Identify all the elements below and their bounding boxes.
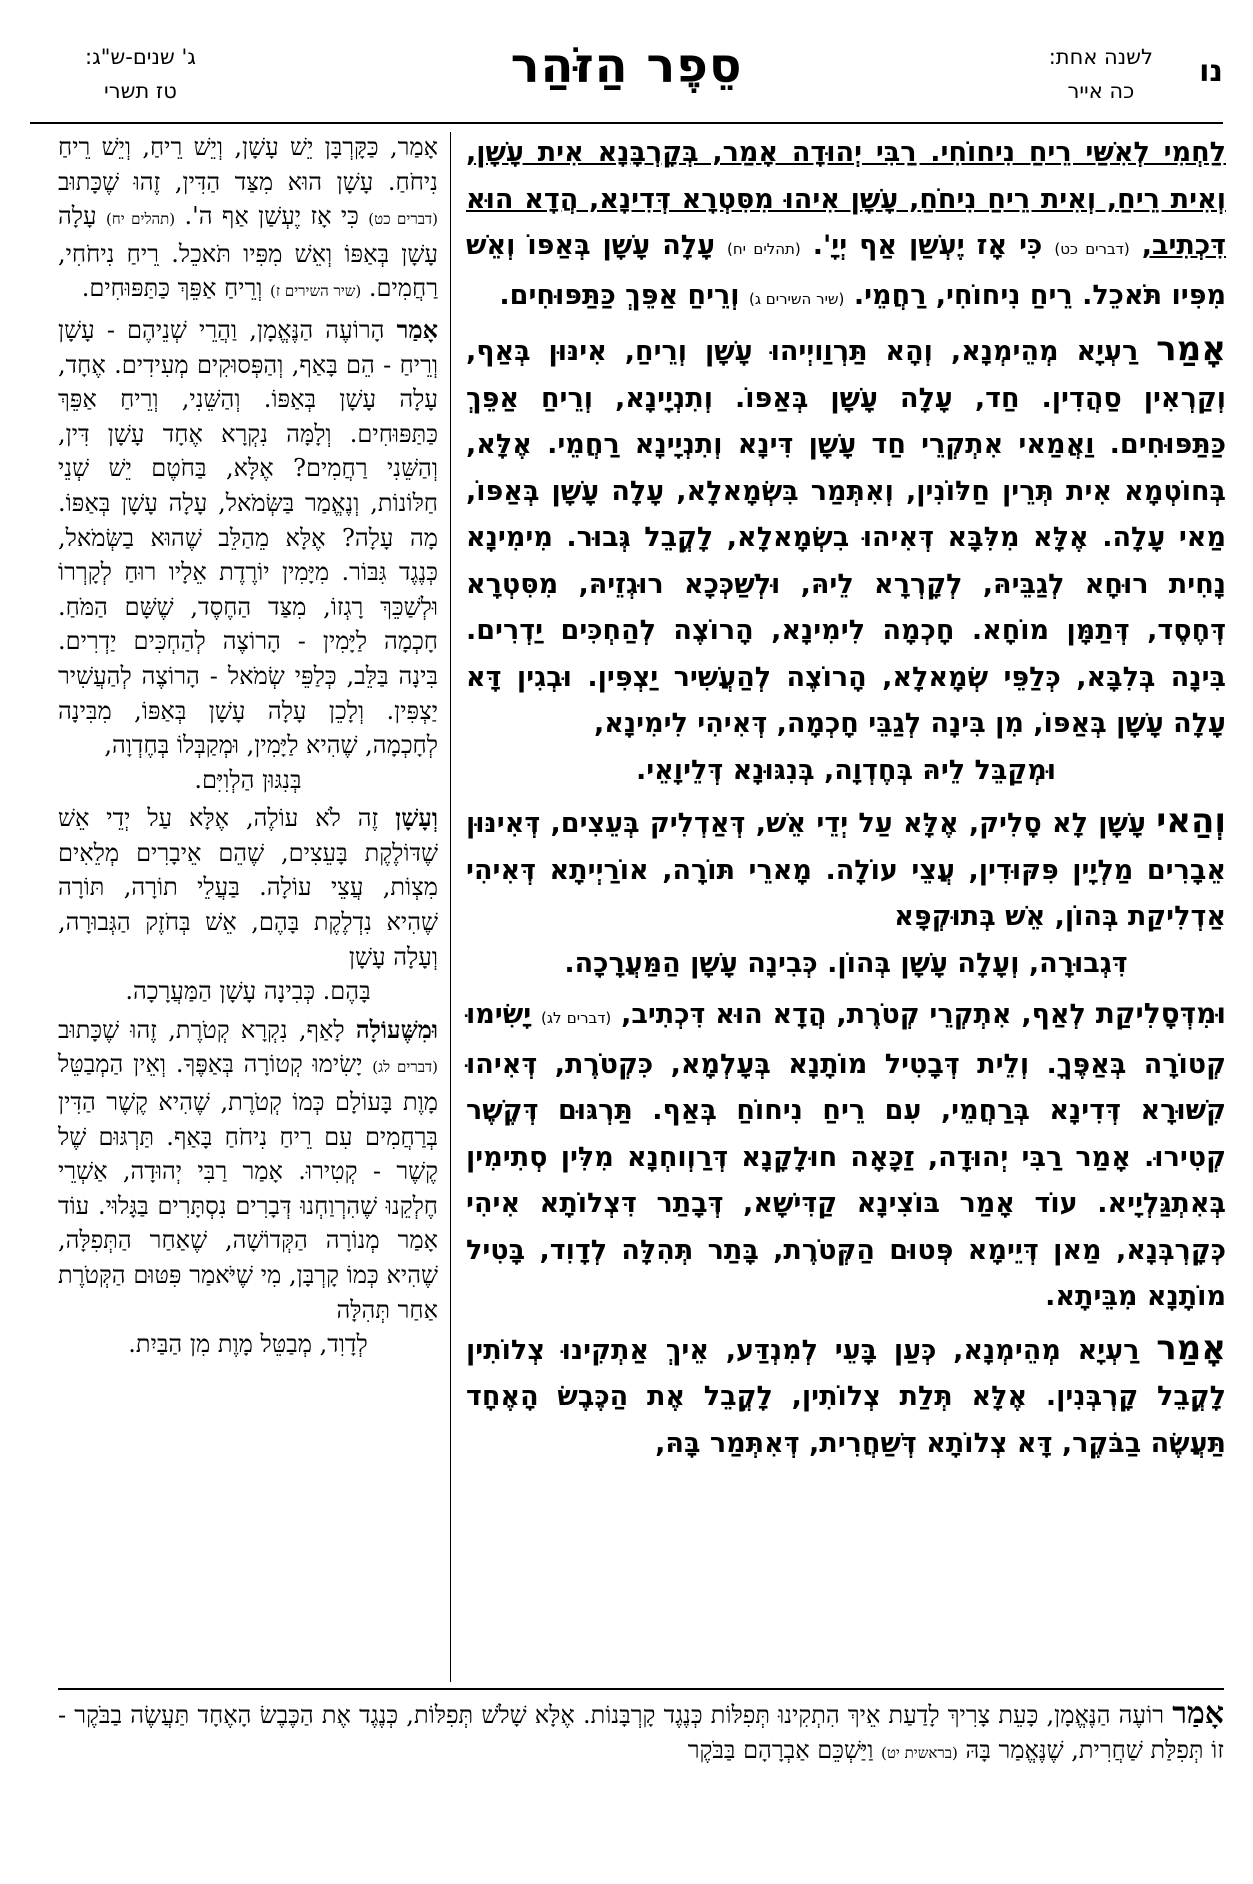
header-left-line2: טז תשרי <box>104 79 177 103</box>
verse-reference: (דברים לג) <box>372 1058 438 1077</box>
main-p1-text: לַחְמִי לְאִשַּׁי רֵיחַ נִיחוֹחִי. רַבִּי יְהוּדָה אָמַר, בְּקָרְבָּנָא אִית עָשָׁן, וְאִית רֵיחַ, וְאִית רֵיחַ נִיחֹחַ, עָשָׁן אִיהוּ מִסִּטְרָא דְּדִינָא, הֲדָא הוּא דִּכְתִיב, <box>466 137 1227 261</box>
bottom-lead-word: אָמַר <box>1172 1696 1225 1731</box>
main-p3-end: דִּגְבוּרָה, וְעָלָה עָשָׁן בְּהוֹן. כְּבִינָה עָשָׁן הַמַּעֲרָכָה. <box>564 947 1128 979</box>
side-s4-text2: יָשִׂימוּ קְטוֹרָה בְּאַפֶּךָ. וְאֵין הַמְבַטֵּל מָוֶת בָּעוֹלָם כְּמוֹ קְטֹרֶת, שֶׁהִיא קֶשֶׁר הַדִּין בְּרַחֲמִים עִם רֵיחַ נִיחֹחַ בָּאַף. תַּרְגּוּם שֶׁל קֶשֶׁר - קְטִירוּ. אָמַר רַבִּי יְהוּדָה, אַשְׁרֵי חֶלְקֵנוּ שֶׁהִרְוַחְנוּ דְּבָרִים נִסְתָּרִים בַּגָּלוּי. עוֹד אָמַר מְנוֹרָה הַקְּדוֹשָׁה, שֶׁאַחַר הַתְּפִלָּה, שֶׁהִיא כְּמוֹ קָרְבָּן, מִי שֶׁיֹּאמַר פִּטּוּם הַקְּטֹרֶת אַחַר תְּהִלָּה <box>58 1050 438 1324</box>
side-s2-end: בְּנִגּוּן הַלְוִיִּם. <box>194 765 302 794</box>
main-p4-lead-word: וּמִדְּסָלִיקַת <box>1095 997 1226 1030</box>
main-p4-text: לְאַף, אִתְקְרֵי קְטֹרֶת, הֲדָא הוּא דִּכְתִיב, <box>621 999 1086 1030</box>
main-p2-text: רַעְיָא מְהֵימְנָא, וְהָא תַּרְוַויְיהוּ עָשָׁן וְרֵיחַ, אִינּוּן בְּאַף, וְקַרְאִין סַהֲדִין. חַד, עָלָה עָשָׁן בְּאַפּוֹ. וְתִנְיָינָא, וְרֵיחַ אַפֵּךְ כַּתַּפּוּחִים. וַאֲמַאי אִתְקְרֵי חַד עָשָׁן דִּינָא וְתִנְיָינָא רַחֲמֵי. אֶלָּא, בְּחוֹטְמָא אִית תְּרֵין חַלּוֹנִין, וְאִתְּמַר בִּשְׂמָאלָא, עָלָה עָשָׁן בְּאַפּוֹ, מַאי עָלָה. אֶלָּא מִלִּבָּא דְּאִיהוּ בִשְׂמָאלָא, לָקֳבֵל גְּבוּר. מִימִינָא נָחִית רוּחָא לְגַבֵּיהּ, לְקָרְרָא לֵיהּ, וּלְשַׁכְּכָא רוּגְזֵיהּ, מִסִּטְרָא דְּחֶסֶד, דְּתַמָּן מוֹחָא. חָכְמָה לִימִינָא, הָרוֹצֶה לְהַחְכִּים יַדְרִים. בִּינָה בְּלִבָּא, כְּלַפֵּי שְׂמָאלָא, הָרוֹצֶה לְהַעֲשִׁיר יַצְפִּין. וּבְגִין דָּא עָלָה עָשָׁן בְּאַפּוֹ, מִן בִּינָה לְגַבֵּי חָכְמָה, דְּאִיהִי לִימִינָא, <box>466 336 1226 739</box>
side-s4-lead-word: וּמִשֶּׁעוֹלָה <box>355 1014 438 1044</box>
side-s1-verse3: וְרֵיחַ אַפֵּךְ כַּתַּפּוּחִים. <box>81 274 263 303</box>
header-right-line2: כה אייר <box>1067 79 1135 103</box>
main-p1-verse: כִּי אָז יֶעְשַׁן אַף יְיָ'. <box>812 230 1043 261</box>
main-paragraph-3 <box>466 798 1226 987</box>
header-right-line1: לשנה אחת: <box>1048 45 1153 69</box>
column-divider <box>450 132 451 1682</box>
main-p5-lead-word: אָמַר <box>1156 1327 1227 1368</box>
main-paragraph-5 <box>466 1325 1226 1468</box>
side-s4-end: לְדָוִד, מְבַטֵּל מָוֶת מִן הַבַּיִת. <box>128 1330 368 1359</box>
bottom-text: רוֹעֶה הַנֶּאֱמָן, כָּעֵת צָרִיךְ לָדַעַת אֵיךְ הִתְקִינוּ תְּפִלּוֹת כְּנֶגֶד קָרְבָּנוֹת. אֶלָּא שָׁלֹשׁ תְּפִלּוֹת, כְּנֶגֶד אֶת הַכֶּבֶשׂ הָאֶחָד תַּעֲשֶׂה בַבֹּקֶר - זוֹ תְּפִלַּת שַׁחֲרִית, שֶׁנֶּאֱמַר בָּהּ <box>58 1701 1224 1764</box>
side-paragraph-1 <box>58 130 438 309</box>
main-p1-verse3: וְרֵיחַ אַפֵּךְ כַּתַּפּוּחִים. <box>499 279 740 311</box>
main-p2-lead-word: אָמַר <box>1156 329 1226 369</box>
bottom-rule <box>58 1688 1224 1690</box>
side-s1-text: אָמַר, כַּקָּרְבָּן יֵשׁ עָשָׁן, וְיֵשׁ רֵיחַ, וְיֵשׁ רֵיחַ נִיחֹחַ. עָשָׁן הוּא מִצַּד הַדִּין, זֶהוּ שֶׁכָּתוּב <box>58 133 438 196</box>
hebrew-translation-column <box>58 130 438 1366</box>
main-aramaic-column <box>466 130 1226 1471</box>
side-paragraph-2 <box>58 313 438 797</box>
verse-reference: (תהלים יח) <box>727 240 801 258</box>
verse-reference: (תהלים יח) <box>106 210 176 229</box>
side-s2-lead-word: אָמַר <box>396 314 438 344</box>
main-p4-text2: יָשִׂימוּ קְטוֹרָה בְּאַפֶּךָ. וְלֵית דְּבָטִיל מוֹתָנָא בְּעָלְמָא, כִּקְטֹרֶת, דְּאִיהוּ קִשּׁוּרָא דְּדִינָא בְּרַחֲמֵי, עִם רֵיחַ נִיחוֹחַ בְּאַף. תַּרְגּוּם דְּקֶשֶׁר קְטִירוּ. אָמַר רַבִּי יְהוּדָה, זַכָּאָה חוּלָקָנָא דְּרַוְוחְנָא מִלִּין סְתִימִין בְּאִתְגַּלְיָיא. עוֹד אָמַר בּוֹצִינָא קַדִּישָׁא, דְּבָתַר דִּצְלוֹתָא אִיהִי כְּקָרְבְּנָא, מַאן דְּיֵימָא פְּטוּם הַקְּטֹרֶת, בָּתַר תְּהִלָּה לְדָוִד, בָּטִיל מוֹתָנָא מִבֵּיתָא. <box>466 999 1226 1312</box>
verse-reference: (שיר השירים ז) <box>270 282 362 301</box>
main-p3-text: עָשָׁן לָא סָלִיק, אֶלָּא עַל יְדֵי אֵשׁ, דְּאַדְלִיק בְּעֵצִים, דְּאִינּוּן אֵבָרִים מַלְיָין פִּקּוּדִין, עֲצֵי עוֹלָה. מָארֵי תּוֹרָה, אוֹרַיְיתָא דְּאִיהִי אַדְלִיקַת בְּהוֹן, אֵשׁ בְּתוּקְפָּא <box>466 808 1226 932</box>
page-number: נו <box>1199 54 1223 89</box>
main-paragraph-1 <box>466 130 1226 322</box>
verse-reference: (דברים לג) <box>541 1009 612 1027</box>
side-s3-lead-word: וְעָשָׁן <box>395 803 438 833</box>
page-header <box>30 30 1223 125</box>
header-left-line1: ג' שנים-ש"ג: <box>85 45 196 69</box>
main-p2-end: וּמְקַבֵּל לֵיהּ בְּחֶדְוָה, בְּנִגּוּנָא דְּלֵיוָאֵי. <box>635 754 1057 786</box>
verse-reference: (שיר השירים ג) <box>748 289 845 308</box>
bottom-text2: וַיַּשְׁכֵּם אַבְרָהָם בַּבֹּקֶר <box>687 1736 874 1764</box>
side-s4-text: לָאַף, נִקְרָא קְטֹרֶת, זֶהוּ שֶׁכָּתוּב <box>58 1015 345 1044</box>
side-paragraph-4 <box>58 1013 438 1362</box>
main-paragraph-2 <box>466 326 1226 794</box>
side-paragraph-3 <box>58 801 438 1009</box>
main-p5-text: רַעְיָא מְהֵימְנָא, כְּעַן בָּעֵי לְמִנְדַּע, אֵיךְ אַתְקִינוּ צְלוֹתִין לָקֳבֵל קָרְבְּנִין. אֶלָּא תְּלַת צְלוֹתִין, לָקֳבֵל אֶת הַכֶּבֶשׂ הָאֶחָד תַּעֲשֶׂה בַבֹּקֶר, דָּא צְלוֹתָא דְּשַׁחֲרִית, דְּאִתְּמַר בָּהּ, <box>466 1334 1226 1459</box>
main-p3-lead-word: וְהַאי <box>1156 801 1226 841</box>
book-title: סֵפֶר הַזֹּהַר <box>510 38 743 94</box>
verse-reference: (דברים כט) <box>1054 240 1130 258</box>
side-s2-text: הָרוֹעֶה הַנֶּאֱמָן, וַהֲרֵי שְׁנֵיהֶם - עָשָׁן וְרֵיחַ - הֵם בָּאַף, וְהַפְּסוּקִים מְעִידִים. אֶחָד, עָלָה עָשָׁן בְּאַפּוֹ. וְהַשֵּׁנִי, וְרֵיחַ אַפֵּךְ כַּתַּפּוּחִים. וְלָמָּה נִקְרָא אֶחָד עָשָׁן דִּין, וְהַשֵּׁנִי רַחֲמִים? אֶלָּא, בַּחֹטֶם יֵשׁ שְׁנֵי חַלּוֹנוֹת, וְנֶאֱמַר בַּשְּׂמֹאל, עָלָה עָשָׁן בְּאַפּוֹ. מָה עָלָה? אֶלָּא מֵהַלֵּב שֶׁהוּא בַשְּׂמֹאל, כְּנֶגֶד גִּבּוֹר. מִיָּמִין יוֹרֶדֶת אֵלָיו רוּחַ לְקָרְרוֹ וּלְשַׁכֵּךְ רָגְזוֹ, מִצַּד הַחֶסֶד, שֶׁשָּׁם הַמֹּחַ. חָכְמָה לַיָּמִין - הָרוֹצֶה לְהַחְכִּים יַדְרִים. בִּינָה בַּלֵּב, כְּלַפֵּי שְׂמֹאל - הָרוֹצֶה לְהַעֲשִׁיר יַצְפִּין. וְלָכֵן עָלָה עָשָׁן בְּאַפּוֹ, מִבִּינָה לְחָכְמָה, שֶׁהִיא לַיָּמִין, וּמְקַבְּלוֹ בְּחֶדְוָה, <box>58 315 438 760</box>
main-paragraph-4 <box>466 991 1226 1321</box>
side-s1-verse: כִּי אָז יֶעְשַׁן אַף ה'. <box>184 202 359 231</box>
side-s3-text: זֶה לֹא עוֹלֶה, אֶלָּא עַל יְדֵי אֵשׁ שֶׁדּוֹלֶקֶת בָּעֵצִים, שֶׁהֵם אֵיבָרִים מְלֵאִים מִצְוֹת, עֲצֵי עוֹלָה. בַּעֲלֵי תוֹרָה, תּוֹרָה שֶׁהִיא נִדְלֶקֶת בָּהֶם, אֵשׁ בְּחֹזֶק הַגְּבוּרָה, וְעָלָה עָשָׁן <box>58 804 438 971</box>
verse-reference: (דברים כט) <box>368 210 439 229</box>
bottom-translation-block <box>58 1696 1224 1771</box>
side-s3-end: בָּהֶם. כְּבִינָה עָשָׁן הַמַּעֲרָכָה. <box>125 977 371 1006</box>
verse-reference: (בראשית יט) <box>881 1744 958 1762</box>
side-s1-verse2: עָלָה עָשָׁן בְּאַפּוֹ וְאֵשׁ מִפִּיו תֹּאכֵל. רֵיחַ נִיחֹחִי, רַחֲמִים. <box>58 202 438 303</box>
main-p1-verse2: עָלָה עָשָׁן בְּאַפּוֹ וְאֵשׁ מִפִּיו תֹּאכֵל. רֵיחַ נִיחוֹחִי, רַחֲמֵי. <box>466 230 1226 311</box>
header-rule <box>30 122 1223 124</box>
header-left-dates <box>85 40 196 108</box>
